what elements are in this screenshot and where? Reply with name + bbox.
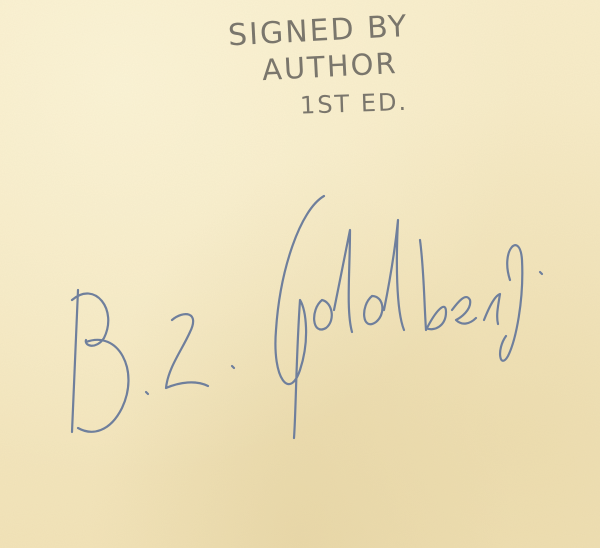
signature-letters-berg xyxy=(420,240,522,361)
pencil-annotation xyxy=(0,0,600,140)
signature-letters-old xyxy=(314,220,404,332)
signature-letter-b xyxy=(72,290,128,432)
signature-dot-3 xyxy=(540,272,542,274)
signature-dot-1 xyxy=(146,392,148,394)
handwritten-signature xyxy=(0,160,600,480)
signature-letter-g xyxy=(275,196,324,438)
annotation-line-signed-by: SIGNED BY xyxy=(227,8,410,54)
signature-letter-z xyxy=(166,314,208,388)
signature-dot-2 xyxy=(232,366,234,368)
annotation-line-first-edition: 1ST ED. xyxy=(299,87,409,120)
annotation-line-author: AUTHOR xyxy=(261,46,399,88)
